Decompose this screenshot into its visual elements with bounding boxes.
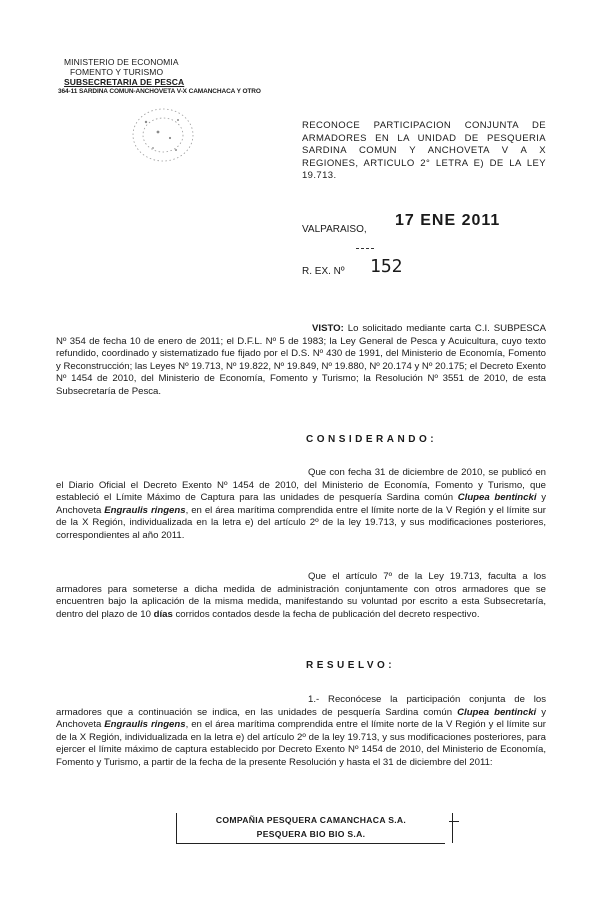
- companies-list: [176, 813, 445, 844]
- resuelvo-p1-text-b: y Anchoveta: [56, 706, 547, 731]
- visto-label: VISTO:: [312, 323, 344, 334]
- considerando-paragraph-1: [56, 467, 546, 543]
- considerando-paragraph-2: [56, 571, 546, 621]
- resolution-label: R. EX. Nº: [302, 266, 345, 277]
- considerando-p1-text-b: y Anchoveta: [56, 492, 546, 516]
- resuelvo-paragraph-1: [56, 694, 546, 770]
- company-1: COMPAÑIA PESQUERA CAMANCHACA S.A.: [215, 815, 407, 825]
- visto-text: Lo solicitado mediante carta C.I. SUBPESCA Nº 354 de fecha 10 de enero de 2011; el D.F.L. Nº 5 de 1983; la Ley General de Pesca y Acuicultura, cuyo texto refundido, coordinado y sistematizado fue fijado por el D.S. Nº 430 de 1991, del Ministerio de Economía, Fomento y Reconstrucción; las Leyes Nº 19.713, Nº 19.822, Nº 19.849, Nº 19.880, Nº 20.174 y Nº 20.175; el Decreto Exento Nº 1454 de 2010, del Ministerio de Economía, Fomento y Turismo; la Resolución Nº 3551 de 2010, de esta Subsecretaría de Pesca.: [56, 323, 546, 397]
- place-label: VALPARAISO,: [302, 224, 367, 235]
- company-2: PESQUERA BIO BIO S.A.: [256, 829, 366, 839]
- considerando-p1-text-a: Que con fecha 31 de diciembre de 2010, se publicó en el Diario Oficial el Decreto Exento Nº 1454 de 2010, del Ministerio de Economía, Fomento y Turismo, que estableció el Límite Máximo de Captura para las unidades de pesquería Sardina común: [56, 467, 546, 504]
- ministry-subname: FOMENTO Y TURISMO: [70, 67, 164, 77]
- considerando-p2-text-a: Que el artículo 7º de la Ley 19.713, faculta a los armadores para someterse a dicha medida de administración conjuntamente con otros armadores que se encuentren bajo la aplicación de la misma medida, manifestando su voluntad por escrito a esta Subsecretaría, dentro del plazo de 10: [56, 571, 546, 620]
- box-right-edge: [452, 813, 453, 843]
- considerando-p1-text-c: , en el área marítima comprendida entre el límite norte de la V Región y el límite sur de la X Región, individualizada en la letra e) del artículo 2º de la ley 19.713, y sus modificaciones posteriores, correspondientes al año 2011.: [56, 504, 546, 541]
- species-engraulis-2: Engraulis ringens: [104, 719, 186, 731]
- official-seal-stamp: [118, 100, 208, 170]
- resolution-title: RECONOCE PARTICIPACION CONJUNTA DE ARMADORES EN LA UNIDAD DE PESQUERIA SARDINA COMUN Y ANCHOVETA V A X REGIONES, ARTICULO 2° LETRA E) DE LA LEY 19.713.: [302, 120, 546, 181]
- date-stamp: 17 ENE 2011: [395, 212, 501, 229]
- considerando-p2-text-b: corridos contados desde la fecha de publicación del decreto respectivo.: [172, 608, 480, 620]
- resuelvo-p1-text-c: , en el área marítima comprendida entre el límite norte de la V Región y el límite sur de la X Región, individualizada en la letra e) del artículo 2º de la ley 19.713, y sus modificaciones posteriores, para ejercer el límite máximo de captura establecido por Decreto Exento Nº 1454 de 2010, del Ministerio de Economía, Fomento y Turismo, a partir de la fecha de la presente Resolución y hasta el 31 de diciembre del 2011:: [56, 719, 546, 768]
- ministry-name: MINISTERIO DE ECONOMIA: [64, 57, 179, 67]
- file-reference: 364-11 SARDINA COMUN-ANCHOVETA V-X CAMANCHACA Y OTRO: [58, 88, 261, 95]
- visto-paragraph: [56, 323, 546, 399]
- days-bold: días: [153, 608, 173, 620]
- resuelvo-heading: RESUELVO:: [306, 660, 396, 671]
- number-dash-mark: [356, 248, 374, 250]
- species-engraulis: Engraulis ringens: [104, 504, 186, 516]
- dash-mark: [449, 821, 459, 822]
- resuelvo-p1-text-a: 1.- Reconócese la participación conjunta de los armadores que a continuación se indica, en las unidades de pesquería Sardina común: [56, 694, 546, 718]
- considerando-heading: CONSIDERANDO:: [306, 434, 438, 445]
- species-clupea: Clupea bentincki: [457, 492, 537, 504]
- resolution-number: 152: [370, 256, 403, 277]
- species-clupea-2: Clupea bentincki: [457, 706, 537, 718]
- subsecretaria-name: SUBSECRETARIA DE PESCA: [64, 77, 185, 87]
